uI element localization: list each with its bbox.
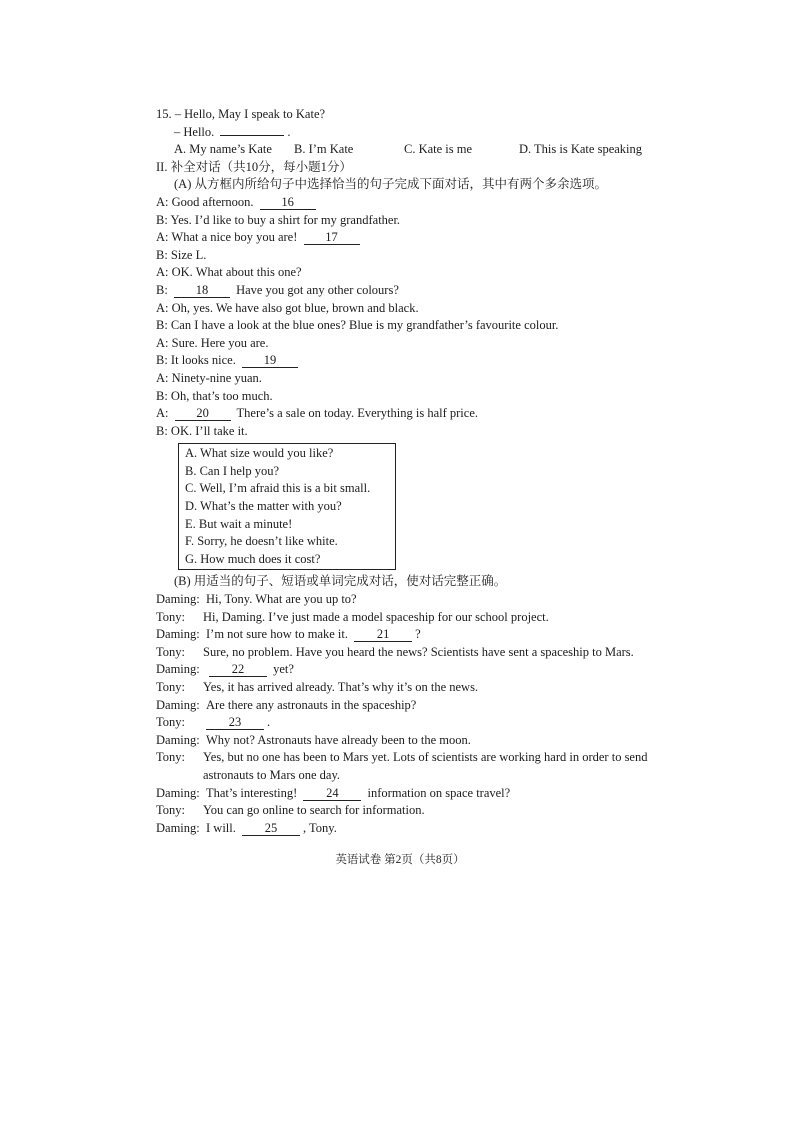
speaker-label: Tony: xyxy=(156,644,185,659)
dialog-b-utterance xyxy=(206,591,666,609)
q15-response xyxy=(156,124,666,142)
dialog-b-utterance xyxy=(203,802,666,820)
answer-blank[interactable]: 16 xyxy=(260,195,316,210)
dialog-a-text: B: Oh, that’s too much. xyxy=(156,388,273,403)
page-content xyxy=(156,106,666,837)
dialog-a-text: A: Sure. Here you are. xyxy=(156,335,269,350)
dialog-b-text: You can go online to search for information. xyxy=(203,803,425,818)
answer-blank[interactable]: 18 xyxy=(174,283,230,298)
dialog-b-line xyxy=(156,785,666,803)
dialog-b-text: Sure, no problem. Have you heard the news? Scientists have sent a spaceship to Mars. xyxy=(203,644,634,659)
dialog-b-line xyxy=(156,679,666,697)
dialog-b-line xyxy=(156,732,666,750)
dialog-b-utterance xyxy=(206,697,666,715)
dialog-b-text-after: . xyxy=(267,715,271,730)
dialog-b-utterance xyxy=(206,626,666,644)
dialog-b-text: Hi, Tony. What are you up to? xyxy=(206,592,357,607)
dialog-b-line xyxy=(156,802,666,820)
dialog-a-line xyxy=(156,247,666,265)
choice-item: F. Sorry, he doesn’t like white. xyxy=(185,534,338,549)
dialog-a-line xyxy=(156,352,666,370)
dialog-a-text: A: Ninety-nine yuan. xyxy=(156,370,262,385)
choices-box xyxy=(178,443,396,570)
q15-option-b[interactable]: B. I’m Kate xyxy=(294,142,354,157)
answer-blank[interactable]: 21 xyxy=(354,627,412,642)
dialog-a-line xyxy=(156,229,666,247)
speaker-label: Daming: xyxy=(156,592,200,607)
speaker-label: Tony: xyxy=(156,803,185,818)
q15-options xyxy=(156,141,666,159)
dialog-b-line xyxy=(156,644,666,662)
dialog-a-line xyxy=(156,282,666,300)
q15-option-a[interactable]: A. My name’s Kate xyxy=(174,142,272,157)
dialog-a-text: B: It looks nice. xyxy=(156,353,236,368)
dialog-b-text: Hi, Daming. I’ve just made a model spaceship for our school project. xyxy=(203,609,549,624)
dialog-b-text: That’s interesting! xyxy=(206,785,298,800)
dialog-b-utterance xyxy=(206,820,666,838)
speaker-label: Tony: xyxy=(156,609,185,624)
dialog-a-text: A: xyxy=(156,406,169,421)
part-a-instruction: (A) 从方框内所给句子中选择恰当的句子完成下面对话，其中有两个多余选项。 xyxy=(174,177,607,192)
dialog-b-utterance xyxy=(203,714,666,732)
speaker-label: Tony: xyxy=(156,750,185,765)
dialog-a-line xyxy=(156,317,666,335)
part-b-instruction: (B) 用适当的句子、短语或单词完成对话，使对话完整正确。 xyxy=(174,574,507,589)
dialog-b-line xyxy=(156,697,666,715)
choice-item: C. Well, I’m afraid this is a bit small. xyxy=(185,481,371,496)
dialog-a-line xyxy=(156,212,666,230)
dialog-a-line xyxy=(156,388,666,406)
dialog-a-text-after: There’s a sale on today. Everything is half price. xyxy=(236,406,478,421)
dialog-a-text: B: Can I have a look at the blue ones? Blue is my grandfather’s favourite colour. xyxy=(156,318,559,333)
dialog-a-text: A: Oh, yes. We have also got blue, brown and black. xyxy=(156,300,419,315)
choices-list xyxy=(185,445,395,568)
dialog-a-text: A: OK. What about this one? xyxy=(156,265,302,280)
answer-blank[interactable]: 20 xyxy=(175,406,231,421)
dialog-b-text-after: yet? xyxy=(273,662,294,677)
q15-prompt: 15. – Hello, May I speak to Kate? xyxy=(156,107,326,121)
q15-option-c[interactable]: C. Kate is me xyxy=(404,142,473,157)
dialog-a-text: B: Yes. I’d like to buy a shirt for my grandfather. xyxy=(156,212,401,227)
choice-item: A. What size would you like? xyxy=(185,446,334,461)
dialog-a-line xyxy=(156,405,666,423)
dialog-b-text: Yes, but no one has been to Mars yet. Lots of scientists are working hard in order to send astronauts to Mars one day. xyxy=(203,750,648,782)
dialog-b-text-after: , Tony. xyxy=(302,820,337,835)
speaker-label: Daming: xyxy=(156,662,200,677)
q15-option-d[interactable]: D. This is Kate speaking xyxy=(519,142,643,157)
answer-blank[interactable]: 24 xyxy=(303,786,361,801)
dialog-a-text: B: xyxy=(156,282,168,297)
speaker-label: Daming: xyxy=(156,785,200,800)
dialog-a-line xyxy=(156,194,666,212)
answer-blank[interactable]: 22 xyxy=(209,662,267,677)
dialog-b-utterance xyxy=(206,661,666,679)
question-15 xyxy=(156,106,666,159)
dialog-b-utterance xyxy=(203,609,666,627)
dialog-b-utterance xyxy=(203,679,666,697)
choice-item: D. What’s the matter with you? xyxy=(185,499,342,514)
dialog-b-utterance xyxy=(203,644,666,662)
dialog-b-text: Are there any astronauts in the spaceship? xyxy=(206,697,417,712)
dialog-a-text: A: Good afternoon. xyxy=(156,194,254,209)
dialog-b-text: Yes, it has arrived already. That’s why it’s on the news. xyxy=(203,680,479,694)
speaker-label: Daming: xyxy=(156,820,200,835)
q15-response-text: – Hello. xyxy=(174,124,215,139)
answer-blank[interactable]: 25 xyxy=(242,821,300,836)
speaker-label: Daming: xyxy=(156,627,200,642)
section-2-heading: II. 补全对话（共10分，每小题1分） xyxy=(156,159,352,174)
dialog-a-line xyxy=(156,370,666,388)
dialog-a-text-after: Have you got any other colours? xyxy=(236,282,399,297)
speaker-label: Daming: xyxy=(156,732,200,747)
dialog-b-line xyxy=(156,749,666,784)
dialog-a-line xyxy=(156,423,666,441)
dialog-b-line xyxy=(156,820,666,838)
dialog-b-utterance xyxy=(206,785,666,803)
q15-answer-blank[interactable] xyxy=(220,135,284,136)
speaker-label: Daming: xyxy=(156,697,200,712)
dialog-a xyxy=(156,194,666,440)
answer-blank[interactable]: 19 xyxy=(242,353,298,368)
q15-response-end: . xyxy=(287,124,291,139)
dialog-b-line xyxy=(156,609,666,627)
dialog-a-line xyxy=(156,300,666,318)
dialog-b-text-after: ? xyxy=(415,627,421,642)
dialog-b-text: I’m not sure how to make it. xyxy=(206,627,348,642)
dialog-b xyxy=(156,591,666,837)
dialog-b-text: Why not? Astronauts have already been to the moon. xyxy=(206,732,471,747)
dialog-a-line xyxy=(156,335,666,353)
choice-item: B. Can I help you? xyxy=(185,463,280,478)
dialog-b-line xyxy=(156,591,666,609)
dialog-b-utterance xyxy=(206,732,666,750)
speaker-label: Tony: xyxy=(156,715,185,730)
choice-item: E. But wait a minute! xyxy=(185,516,293,531)
dialog-b-line xyxy=(156,714,666,732)
speaker-label: Tony: xyxy=(156,680,185,694)
dialog-a-text: A: What a nice boy you are! xyxy=(156,230,298,245)
dialog-b-utterance xyxy=(203,749,666,784)
choice-item: G. How much does it cost? xyxy=(185,551,321,566)
dialog-b-line xyxy=(156,626,666,644)
dialog-a-text: B: OK. I’ll take it. xyxy=(156,423,248,438)
answer-blank[interactable]: 23 xyxy=(206,715,264,730)
dialog-a-line xyxy=(156,264,666,282)
answer-blank[interactable]: 17 xyxy=(304,230,360,245)
dialog-b-text: I will. xyxy=(206,820,236,835)
dialog-a-text: B: Size L. xyxy=(156,247,207,262)
dialog-b-line xyxy=(156,661,666,679)
dialog-b-text-after: information on space travel? xyxy=(367,785,511,800)
page-footer: 英语试卷 第2页（共8页） xyxy=(335,854,465,866)
